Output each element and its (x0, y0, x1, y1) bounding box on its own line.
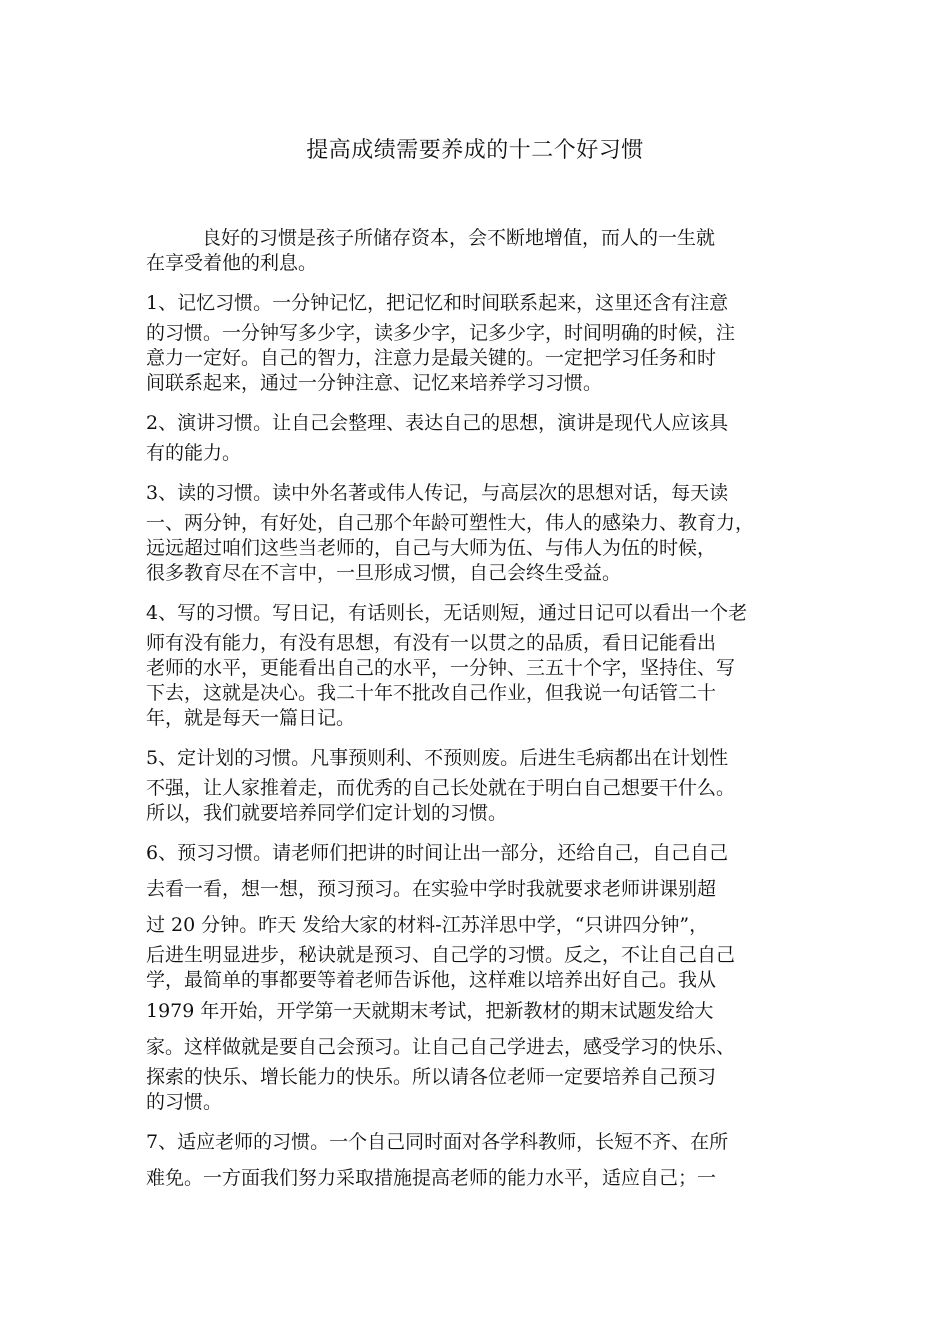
paragraph-intro (146, 226, 818, 276)
paragraph-habit-3 (146, 475, 818, 586)
paragraph-habit-2 (146, 405, 818, 466)
paragraph-line: 有的能力。 (146, 442, 242, 464)
paragraph-habit-4 (146, 595, 818, 731)
paragraph-line: 一、两分钟，有好处，自己那个年龄可塑性大，伟人的感染力、教育力， (146, 512, 755, 534)
paragraph-line: 学，最简单的事都要等着老师告诉他，这样难以培养出好自己。我从 (146, 969, 717, 991)
paragraph-line: 探索的快乐、增长能力的快乐。所以请各位老师一定要培养自己预习 (146, 1066, 717, 1088)
paragraph-line: 师有没有能力，有没有思想，有没有一以贯之的品质，看日记能看出 (146, 632, 717, 654)
paragraph-habit-7 (146, 1124, 818, 1196)
paragraph-line: 的习惯。一分钟写多少字，读多少字，记多少字，时间明确的时候，注 (146, 322, 736, 344)
paragraph-line: 下去，这就是决心。我二十年不批改自己作业，但我说一句话管二十 (146, 682, 717, 704)
paragraph-habit-6 (146, 835, 818, 1115)
paragraph-line: 难免。一方面我们努力采取措施提高老师的能力水平，适应自己；一 (146, 1167, 717, 1189)
paragraph-line: 2、演讲习惯。让自己会整理、表达自己的思想，演讲是现代人应该具 (146, 412, 729, 434)
paragraph-line: 去看一看，想一想，预习预习。在实验中学时我就要求老师讲课别超 (146, 878, 717, 900)
paragraph-line: 在享受着他的利息。 (146, 252, 318, 274)
paragraph-line: 过 20 分钟。昨天 发给大家的材料-江苏洋思中学，“只讲四分钟”， (146, 914, 709, 936)
paragraph-habit-1 (146, 285, 818, 396)
paragraph-line: 家。这样做就是要自己会预习。让自己自己学进去，感受学习的快乐、 (146, 1036, 736, 1058)
paragraph-line: 年，就是每天一篇日记。 (146, 707, 356, 729)
paragraph-line: 1979 年开始，开学第一天就期末考试，把新教材的期末试题发给大 (146, 1000, 714, 1022)
paragraph-line: 很多教育尽在不言中，一旦形成习惯，自己会终生受益。 (146, 562, 622, 584)
paragraph-line: 意力一定好。自己的智力，注意力是最关键的。一定把学习任务和时 (146, 347, 717, 369)
paragraph-line: 7、适应老师的习惯。一个自己同时面对各学科教师，长短不齐、在所 (146, 1131, 729, 1153)
paragraph-line: 4、写的习惯。写日记，有话则长，无话则短，通过日记可以看出一个老 (146, 602, 748, 624)
document-title: 提高成绩需要养成的十二个好习惯 (306, 138, 644, 163)
document-body (146, 226, 818, 1205)
paragraph-line: 5、定计划的习惯。凡事预则利、不预则废。后进生毛病都出在计划性 (146, 747, 729, 769)
paragraph-line: 老师的水平，更能看出自己的水平，一分钟、三五十个字，坚持住、写 (146, 657, 736, 679)
paragraph-line: 后进生明显进步，秘诀就是预习、自己学的习惯。反之，不让自己自己 (146, 944, 736, 966)
paragraph-line: 不强，让人家推着走，而优秀的自己长处就在于明白自己想要干什么。 (146, 777, 736, 799)
paragraph-line: 所以，我们就要培养同学们定计划的习惯。 (146, 802, 508, 824)
paragraph-line: 远远超过咱们这些当老师的，自己与大师为伍、与伟人为伍的时候， (146, 537, 717, 559)
paragraph-line: 间联系起来，通过一分钟注意、记忆来培养学习习惯。 (146, 372, 603, 394)
paragraph-line: 6、预习习惯。请老师们把讲的时间让出一部分，还给自己，自己自己 (146, 842, 729, 864)
paragraph-line: 1、记忆习惯。一分钟记忆，把记忆和时间联系起来，这里还含有注意 (146, 292, 729, 314)
paragraph-line: 良好的习惯是孩子所储存资本，会不断地增值，而人的一生就 (202, 227, 716, 249)
paragraph-habit-5 (146, 740, 818, 826)
paragraph-line: 的习惯。 (146, 1091, 223, 1113)
paragraph-line: 3、读的习惯。读中外名著或伟人传记，与高层次的思想对话，每天读 (146, 482, 729, 504)
